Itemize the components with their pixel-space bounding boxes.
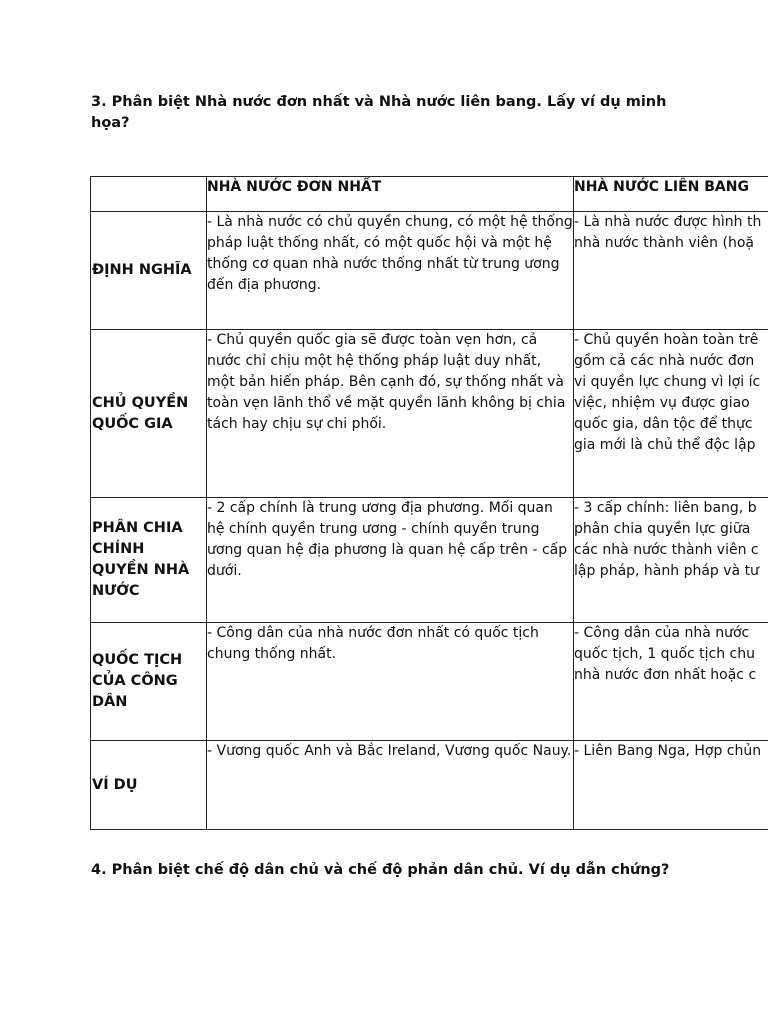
table-row <box>91 212 768 330</box>
header-federal-state: NHÀ NƯỚC LIÊN BANG <box>574 177 768 212</box>
header-empty-cell <box>91 177 207 212</box>
table-row <box>91 741 768 830</box>
table-row <box>91 498 768 623</box>
row-label-example: VÍ DỤ <box>91 741 207 830</box>
cell-unitary-government-division: - 2 cấp chính là trung ương địa phương. Mối quan hệ chính quyền trung ương - chính quyền trung ương quan hệ địa phương là quan hệ cấp trên - cấp dưới. <box>207 498 574 623</box>
cell-unitary-definition: - Là nhà nước có chủ quyền chung, có một hệ thống pháp luật thống nhất, có một quốc hội và một hệ thống cơ quan nhà nước thống nhất từ trung ương đến địa phương. <box>207 212 574 330</box>
cell-federal-citizenship: - Công dân của nhà nước quốc tịch, 1 quốc tịch chu nhà nước đơn nhất hoặc c <box>574 623 768 741</box>
cell-unitary-example: - Vương quốc Anh và Bắc Ireland, Vương quốc Nauy. <box>207 741 574 830</box>
question-3-heading: 3. Phân biệt Nhà nước đơn nhất và Nhà nước liên bang. Lấy ví dụ minh họa? <box>91 94 667 131</box>
cell-federal-government-division: - 3 cấp chính: liên bang, b phân chia quyền lực giữa các nhà nước thành viên c lập pháp, hành pháp và tư <box>574 498 768 623</box>
row-label-government-division: PHÂN CHIA CHÍNH QUYỀN NHÀ NƯỚC <box>91 498 207 623</box>
table-row <box>91 623 768 741</box>
cell-federal-definition: - Là nhà nước được hình th nhà nước thành viên (hoặ <box>574 212 768 330</box>
row-label-sovereignty: CHỦ QUYỀN QUỐC GIA <box>91 330 207 498</box>
cell-federal-example: - Liên Bang Nga, Hợp chủn <box>574 741 768 830</box>
row-label-citizenship: QUỐC TỊCH CỦA CÔNG DÂN <box>91 623 207 741</box>
header-unitary-state: NHÀ NƯỚC ĐƠN NHẤT <box>207 177 574 212</box>
cell-unitary-citizenship: - Công dân của nhà nước đơn nhất có quốc tịch chung thống nhất. <box>207 623 574 741</box>
table-row <box>91 330 768 498</box>
comparison-table <box>90 176 768 830</box>
row-label-definition: ĐỊNH NGHĨA <box>91 212 207 330</box>
question-4-heading: 4. Phân biệt chế độ dân chủ và chế độ phản dân chủ. Ví dụ dẫn chứng? <box>91 862 670 878</box>
cell-federal-sovereignty: - Chủ quyền hoàn toàn trê gồm cả các nhà nước đơn vi quyền lực chung vì lợi íc việc, nhiệm vụ được giao quốc gia, dân tộc để thực gia mới là chủ thể độc lập <box>574 330 768 498</box>
cell-unitary-sovereignty: - Chủ quyền quốc gia sẽ được toàn vẹn hơn, cả nước chỉ chịu một hệ thống pháp luật duy nhất, một bản hiến pháp. Bên cạnh đó, sự thống nhất và toàn vẹn lãnh thổ về mặt quyền lãnh không bị chia tách hay chịu sự chi phối. <box>207 330 574 498</box>
table-header-row <box>91 177 768 212</box>
